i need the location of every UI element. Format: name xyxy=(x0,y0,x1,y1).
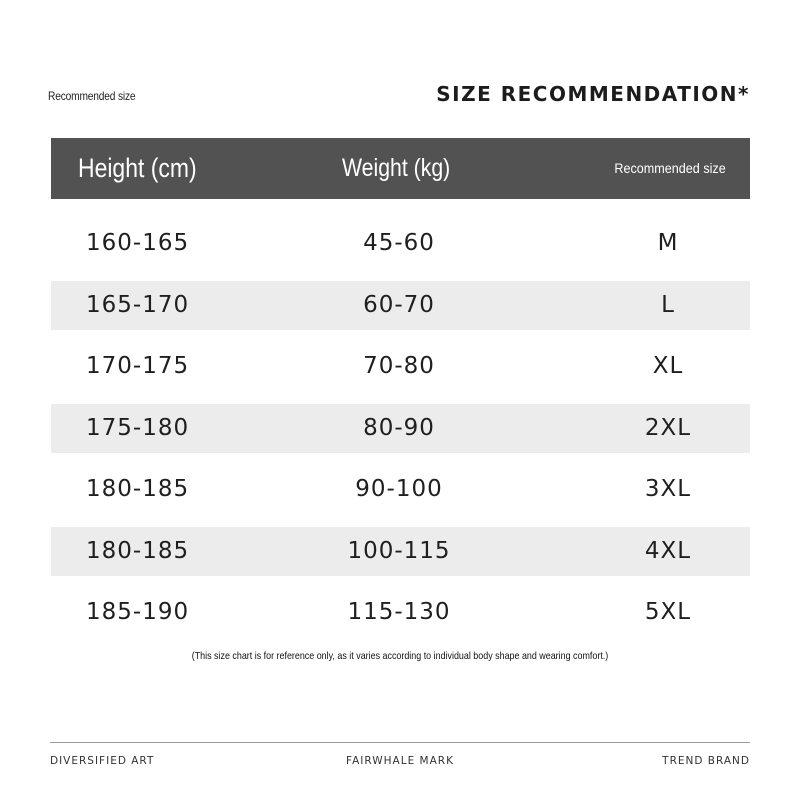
table-row xyxy=(51,342,750,391)
table-row xyxy=(51,588,750,637)
height-cell: 180-185 xyxy=(86,537,190,564)
size-cell: 4XL xyxy=(644,537,692,564)
footer-center-text: FAIRWHALE MARK xyxy=(346,755,454,767)
weight-cell: 80-90 xyxy=(363,414,435,441)
footer-left-text: DIVERSIFIED ART xyxy=(50,755,155,767)
size-cell: XL xyxy=(652,353,684,379)
table-row xyxy=(51,465,750,514)
height-cell: 165-170 xyxy=(86,291,190,318)
size-cell: 2XL xyxy=(644,414,692,441)
table-row xyxy=(51,527,750,576)
table-row xyxy=(51,219,750,268)
footer-right-text: TREND BRAND xyxy=(662,755,750,767)
weight-cell: 70-80 xyxy=(363,353,435,379)
column-header-weight: Weight (kg) xyxy=(342,154,451,182)
weight-cell: 100-115 xyxy=(347,537,451,564)
footer-divider xyxy=(50,742,750,743)
table-row xyxy=(51,404,750,453)
weight-cell: 60-70 xyxy=(363,291,435,318)
height-cell: 185-190 xyxy=(86,599,190,625)
size-cell: M xyxy=(657,230,679,256)
height-cell: 160-165 xyxy=(86,230,190,256)
weight-cell: 115-130 xyxy=(347,599,451,625)
height-cell: 170-175 xyxy=(86,353,190,379)
height-cell: 180-185 xyxy=(86,476,190,502)
column-header-height: Height (cm) xyxy=(78,153,197,183)
disclaimer-note: (This size chart is for reference only, as it varies according to individual body shape and wearing comfort.) xyxy=(191,650,609,662)
size-cell: 3XL xyxy=(644,476,692,502)
height-cell: 175-180 xyxy=(86,414,190,441)
size-cell: L xyxy=(661,291,675,318)
weight-cell: 90-100 xyxy=(355,476,443,502)
table-header-row xyxy=(51,138,750,199)
page-title: SIZE RECOMMENDATION* xyxy=(436,82,750,106)
column-header-recommended-size: Recommended size xyxy=(614,160,726,176)
weight-cell: 45-60 xyxy=(363,230,435,256)
table-row xyxy=(51,281,750,330)
size-table xyxy=(51,138,750,637)
size-cell: 5XL xyxy=(644,599,692,625)
recommended-size-label: Recommended size xyxy=(48,89,136,103)
